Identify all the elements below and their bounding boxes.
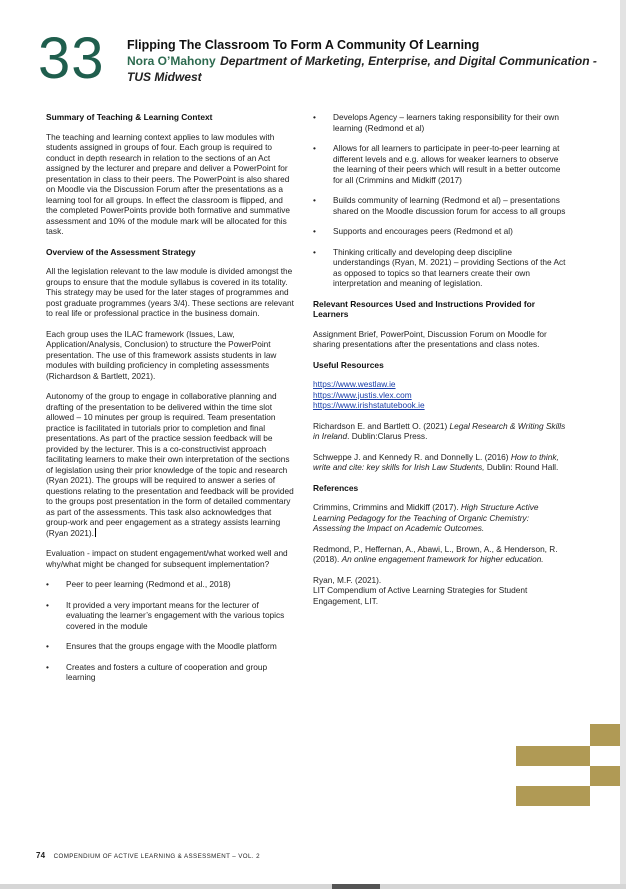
overview-heading: Overview of the Assessment Strategy: [46, 246, 196, 257]
right-column: [313, 112, 568, 616]
overview-paragraph-2: Each group uses the ILAC framework (Issues, Law, Application/Analysis, Conclusion) to structure the PowerPoint presentation. The use of this framework assists students in law modules with building proficiency in completing assessments (Richardson & Bartlett, 2021).: [46, 328, 277, 381]
link-irish-statute-book[interactable]: https://www.irishstatutebook.ie: [313, 400, 425, 410]
reference-title: High Structure Active Learning Pedagogy for the Teaching of Organic Chemistry: Assessing the Impact on Academic Outcomes.: [313, 502, 539, 533]
bullet-marker: •: [313, 246, 316, 257]
page-edge-right: [620, 0, 626, 889]
list-item: [46, 579, 296, 590]
decor-block: [516, 746, 590, 766]
text-cursor: [95, 528, 96, 537]
reference-title: LIT Compendium of Active Learning Strategies for Student Engagement, LIT.: [313, 585, 528, 606]
resource-citation-2: [313, 452, 568, 473]
author-department: Department of Marketing, Enterprise, and Digital Communication - TUS Midwest: [127, 54, 597, 84]
bullet-text: Peer to peer learning (Redmond et al., 2018): [66, 579, 231, 589]
reference-title: An online engagement framework for higher education.: [341, 554, 544, 564]
list-item: [313, 143, 568, 185]
reference-authors: Redmond, P., Heffernan, A., Abawi, L., Brown, A., & Henderson, R. (2018).: [313, 543, 558, 564]
left-column: [46, 112, 296, 693]
bullet-text: Creates and fosters a culture of cooperation and group learning: [66, 661, 268, 682]
reference-2: [313, 544, 568, 565]
link-westlaw[interactable]: https://www.westlaw.ie: [313, 379, 396, 389]
list-item: [313, 226, 568, 237]
bullet-text: Develops Agency – learners taking responsibility for their own learning (Redmond et al): [333, 112, 559, 133]
scrollbar-thumb[interactable]: [332, 884, 380, 889]
page-number: 74: [36, 851, 46, 860]
bullet-text: Thinking critically and developing deep discipline understandings (Ryan, M. 2021) – providing Sections of the Act as opposed to topics so that learners create their own interpretation and meaning of legislation.: [333, 246, 566, 288]
author-line: [127, 53, 597, 85]
bullet-text: Allows for all learners to participate in peer-to-peer learning at different levels and e.g. allows for weaker learners to observe the learning of their peers which will result in a better outcome for all (Crimmins and Midkiff (2017): [333, 143, 561, 185]
list-item: [313, 112, 568, 133]
bullet-text: Supports and encourages peers (Redmond et al): [333, 226, 513, 236]
list-item: [313, 247, 568, 289]
footer-title: COMPENDIUM OF ACTIVE LEARNING & ASSESSMENT – VOL. 2: [53, 853, 260, 860]
summary-heading: Summary of Teaching & Learning Context: [46, 112, 213, 122]
useful-resources-heading: Useful Resources: [313, 359, 384, 370]
bullet-marker: •: [46, 599, 49, 610]
link-justis[interactable]: https://www.justis.vlex.com: [313, 389, 412, 400]
citation-title: Legal Research & Writing Skills in Ireland: [313, 420, 566, 441]
bullet-marker: •: [46, 661, 49, 672]
chapter-title: Flipping The Classroom To Form A Community Of Learning: [127, 38, 480, 52]
bullet-text: Builds community of learning (Redmond et al) – presentations shared on the Moodle discussion forum for access to all groups: [333, 195, 566, 216]
bullet-marker: •: [46, 579, 49, 589]
evaluation-question: Evaluation - impact on student engagement/what worked well and why/what might be changed for subsequent implementation?: [46, 548, 288, 569]
list-item: [46, 641, 296, 652]
citation-text: Schweppe J. and Kennedy R. and Donnelly L. (2016): [313, 451, 511, 462]
overview-paragraph-3-text: Autonomy of the group to engage in collaborative planning and drafting of the presentation to be delivered within the time slot allowed – 10 minutes per group is required. Team presentation practice is facilitated in tutorials prior to completion and final presentations. As part of the practice session feedback will be provided by the lecturer. This is a co-constructivist approach facilitating learners to make their own interpretation of the sections of legislation using their prior knowledge of the topic and research (Ryan 2021). The groups will be required to answer a series of questions relating to the presentation and feedback will be provided to the groups post presentation in the form of detailed commentary as part of the assessments. This task also acknowledges that group-work and peer engagement as a strategy assists learning (Ryan 2021).: [46, 391, 294, 538]
decor-block: [516, 786, 590, 806]
page-edge-bottom: [0, 884, 626, 889]
chapter-number: 33: [38, 26, 105, 91]
citation-title: How to think, write and cite: key skills for Irish Law Students,: [313, 451, 559, 472]
resources-text: Assignment Brief, PowerPoint, Discussion Forum on Moodle for sharing presentations after the presentations and class notes.: [313, 328, 547, 349]
overview-paragraph-1: All the legislation relevant to the law module is divided amongst the groups to ensure that the module syllabus is covered in its totality. This strategy may be used for the later stages of programmes and post graduate programmes (years 3/4). These sections are relevant to real life or professional practice in the business domain.: [46, 266, 294, 318]
useful-links: [313, 379, 568, 411]
author-name: Nora O’Mahony: [127, 54, 216, 68]
summary-text: The teaching and learning context applies to law modules with students assigned in groups of four. Each group is required to conduct in depth research in relation to the sections of an Act assigned by the lecturer and prepare and deliver a PowerPoint for presentation in class to their peers. The PowerPoint is also shared on Moodle via the Discussion Forum after the presentations as a learning tool for all groups. In effect the classroom is flipped, and the completed PowerPoints provide both formative and summative assessment and 10% of the module mark will be allocated for this task.: [46, 131, 290, 236]
citation-text: Richardson E. and Bartlett O. (2021): [313, 420, 450, 431]
bullet-text: It provided a very important means for the lecturer of evaluating the learner’s engagement with the various topics covered in the module: [66, 599, 285, 631]
reference-authors: Crimmins, Crimmins and Midkiff (2017).: [313, 502, 461, 512]
bullet-text: Ensures that the groups engage with the Moodle platform: [66, 641, 277, 651]
citation-publisher: Dublin: Round Hall.: [484, 462, 559, 472]
list-item: [46, 662, 296, 683]
decor-block: [590, 766, 620, 786]
reference-3: [313, 575, 568, 607]
page-footer: [36, 851, 260, 860]
bullet-marker: •: [313, 112, 316, 122]
bullet-marker: •: [46, 641, 49, 651]
list-item: [313, 195, 568, 216]
resource-citation-1: [313, 421, 568, 442]
references-heading: References: [313, 482, 359, 493]
reference-authors: Ryan, M.F. (2021).: [313, 574, 382, 585]
bullet-marker: •: [313, 143, 316, 153]
overview-paragraph-3: [46, 391, 296, 538]
decor-block: [590, 724, 620, 746]
citation-publisher: . Dublin:Clarus Press.: [347, 431, 428, 441]
reference-1: [313, 502, 568, 534]
bullet-marker: •: [313, 226, 316, 236]
benefits-bullet-list: [313, 112, 568, 289]
list-item: [46, 600, 296, 632]
chapter-header: [127, 38, 597, 85]
evaluation-bullet-list: [46, 579, 296, 683]
bullet-marker: •: [313, 195, 316, 205]
resources-heading: Relevant Resources Used and Instructions Provided for Learners: [313, 298, 535, 319]
